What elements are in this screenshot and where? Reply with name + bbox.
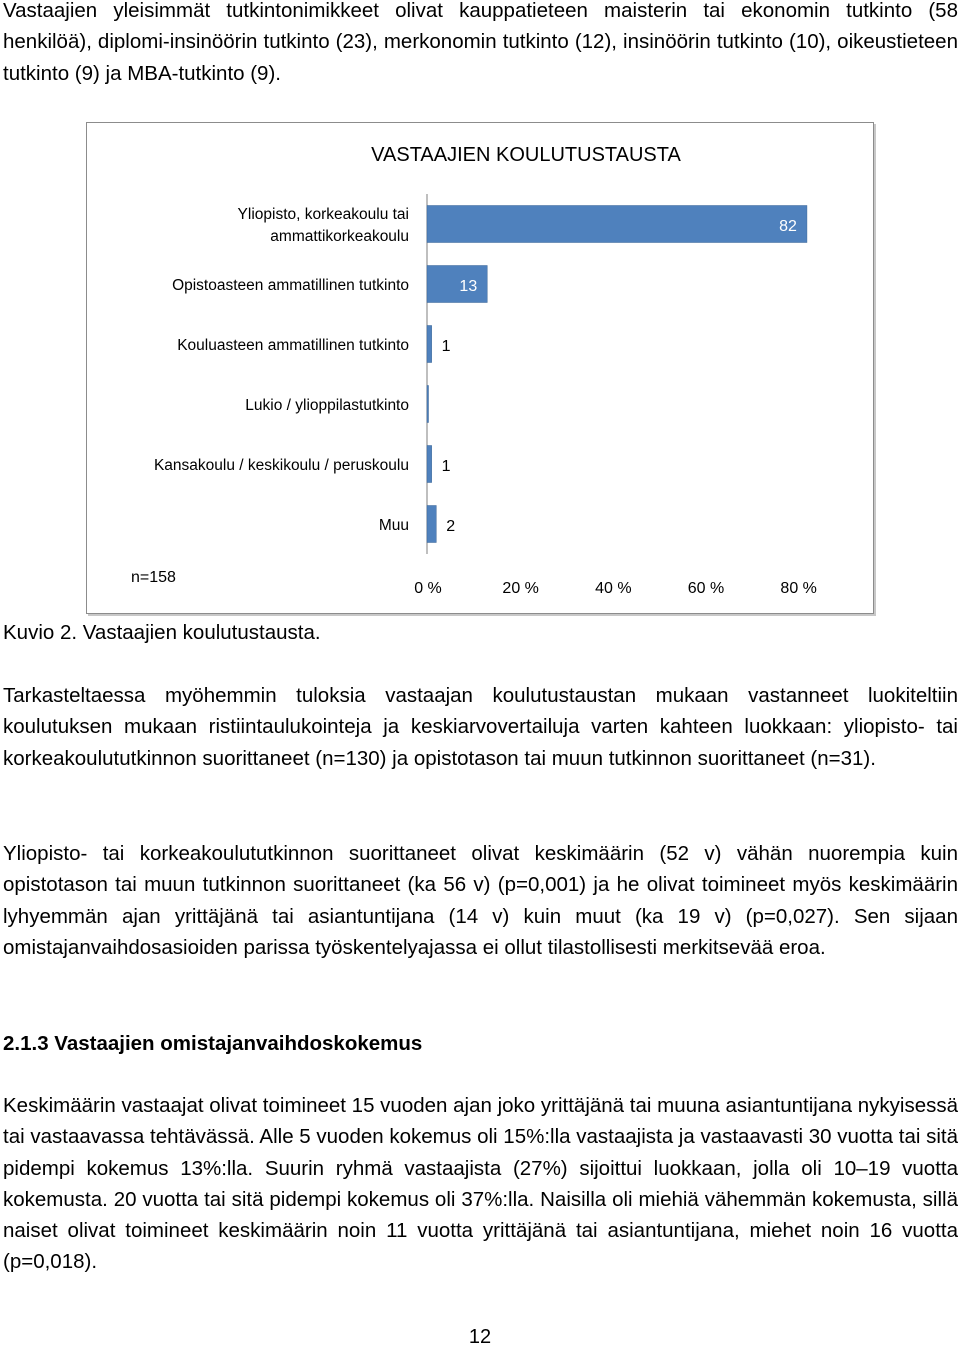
education-bar-chart xyxy=(87,123,873,613)
chart-x-tick-label: 0 % xyxy=(414,580,442,597)
chart-bar xyxy=(427,326,432,363)
chart-title: VASTAAJIEN KOULUTUSTAUSTA xyxy=(371,144,681,166)
chart-category-label: Opistoasteen ammatillinen tutkinto xyxy=(172,277,409,294)
paragraph-age-comparison: Yliopisto- tai korkeakoulututkinnon suorittaneet olivat keskimäärin (52 v) vähän nuorempia kuin opistotason tai muun tutkinnon suorittaneet (ka 56 v) (p=0,001) ja he olivat toimineet myös keskimäärin lyhyemmän ajan yrittäjänä tai asiantuntijana (14 v) kuin muut (ka 19 v) (p=0,027). Sen sijaan omistajanvaihdosasioiden parissa työskentelyajassa ei ollut tilastollisesti merkitsevää eroa. xyxy=(3,842,958,959)
chart-data-label: 13 xyxy=(459,278,478,295)
chart-category-label: Lukio / ylioppilastutkinto xyxy=(245,397,409,414)
chart-x-tick-label: 40 % xyxy=(595,580,632,597)
paragraph-education-classes: Tarkasteltaessa myöhemmin tuloksia vastaajan koulutustaustan mukaan vastanneet luokiteltiin koulutuksen mukaan ristiintaulukointeja ja keskiarvovertailuja varten kahteen luokkaan: yliopisto- tai korkeakoulututkinnon suorittaneet (n=130) ja opistotason tai muun tutkinnon suorittaneet (n=31). xyxy=(3,684,958,770)
section-heading: 2.1.3 Vastaajien omistajanvaihdoskokemus xyxy=(3,1032,423,1055)
chart-bar xyxy=(427,506,436,543)
chart-data-label: 2 xyxy=(446,518,456,535)
chart-category-label: Muu xyxy=(378,517,409,534)
page-number: 12 xyxy=(468,1326,492,1348)
chart-category-label: Kouluasteen ammatillinen tutkinto xyxy=(177,337,409,354)
chart-bar xyxy=(427,206,807,243)
chart-bar xyxy=(427,386,429,423)
chart-data-label: 1 xyxy=(441,338,451,355)
chart-x-tick-label: 80 % xyxy=(780,580,817,597)
chart-x-tick-label: 20 % xyxy=(502,580,539,597)
chart-bar xyxy=(427,446,432,483)
chart-category-label: Kansakoulu / keskikoulu / peruskoulu xyxy=(153,457,409,474)
chart-data-label: 1 xyxy=(441,458,451,475)
paragraph-experience: Keskimäärin vastaajat olivat toimineet 15 vuoden ajan joko yrittäjänä tai muuna asiantuntijana nykyisessä tai vastaavassa tehtävässä. Alle 5 vuoden kokemus oli 15%:lla vastaajista ja vastaavasti 30 vuotta tai sitä pidempi kokemus 13%:lla. Suurin ryhmä vastaajista (27%) sijoittui luokkaan, jolla oli 10–19 vuotta kokemusta. 20 vuotta tai sitä pidempi kokemus oli 37%:lla. Naisilla oli miehiä vähemmän kokemusta, sillä naiset olivat toimineet keskimäärin noin 11 vuotta yrittäjänä tai asiantuntijana, miehet noin 16 vuotta (p=0,018). xyxy=(3,1094,958,1274)
chart-bar xyxy=(427,266,487,303)
chart-x-tick-label: 60 % xyxy=(687,580,725,597)
chart-sample-size-note: n=158 xyxy=(131,569,176,586)
chart-category-label: Yliopisto, korkeakoulu tai ammattikorkeakoulu xyxy=(237,206,409,245)
intro-paragraph: Vastaajien yleisimmät tutkintonimikkeet olivat kauppatieteen maisterin tai ekonomin tutkinto (58 henkilöä), diplomi-insinöörin tutkinto (23), merkonomin tutkinto (12), insinöörin tutkinto (10), oikeustieteen tutkinto (9) ja MBA-tutkinto (9). xyxy=(3,0,958,85)
figure-caption: Kuvio 2. Vastaajien koulutustausta. xyxy=(3,621,321,644)
education-chart xyxy=(86,122,874,614)
chart-data-label: 82 xyxy=(779,218,797,235)
